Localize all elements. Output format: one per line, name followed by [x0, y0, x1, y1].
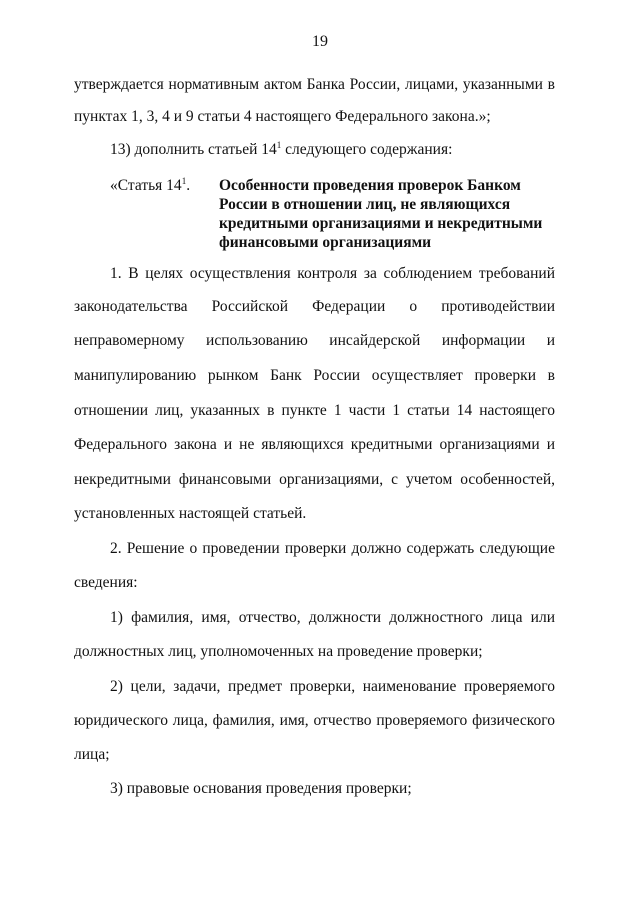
text-fragment: 13) дополнить статьей 14	[110, 141, 277, 158]
paragraph-line: 2. Решение о проведении проверки должно содержать следующие	[110, 540, 555, 557]
paragraph-line: отношении лиц, указанных в пункте 1 части 1 статьи 14 настоящего	[74, 402, 555, 419]
paragraph-line: установленных настоящей статьей.	[74, 505, 307, 522]
superscript: 1	[276, 139, 282, 150]
text-fragment: «Статья 14	[110, 177, 182, 194]
article-title	[219, 176, 549, 252]
text-line: утверждается нормативным актом Банка России, лицами, указанными в	[74, 76, 555, 93]
paragraph-line: манипулированию рынком Банк России осуществляет проверки в	[74, 367, 555, 384]
paragraph-line: сведения:	[74, 574, 138, 591]
paragraph-line: 1. В целях осуществления контроля за соблюдением требований	[110, 265, 555, 282]
list-item-line: юридического лица, фамилия, имя, отчество проверяемого физического	[74, 712, 555, 729]
list-item-line: 3) правовые основания проведения проверки;	[110, 780, 412, 797]
paragraph-line: некредитными финансовыми организациями, с учетом особенностей,	[74, 471, 555, 488]
article-title-line: кредитными организациями и некредитными	[219, 215, 543, 232]
superscript: 1	[181, 175, 187, 186]
paragraph-line: неправомерному использованию инсайдерской информации и	[74, 332, 555, 349]
list-item-line: лица;	[74, 746, 110, 763]
text-fragment: следующего содержания:	[281, 141, 453, 158]
text-line	[110, 140, 452, 160]
article-title-line: Особенности проведения проверок Банком	[219, 177, 521, 194]
article-title-line: финансовыми организациями	[219, 234, 432, 251]
list-item-line: 1) фамилия, имя, отчество, должности должностного лица или	[110, 609, 555, 626]
article-label	[110, 176, 190, 196]
paragraph-line: законодательства Российской Федерации о противодействии	[74, 298, 555, 315]
list-item-line: 2) цели, задачи, предмет проверки, наименование проверяемого	[110, 678, 555, 695]
page-number: 19	[312, 33, 328, 50]
list-item-line: должностных лиц, уполномоченных на проведение проверки;	[74, 643, 483, 660]
article-title-line: России в отношении лиц, не являющихся	[219, 196, 511, 213]
text-line: пунктах 1, 3, 4 и 9 статьи 4 настоящего Федерального закона.»;	[74, 108, 491, 125]
text-fragment: .	[186, 177, 191, 194]
paragraph-line: Федерального закона и не являющихся кредитными организациями и	[74, 436, 555, 453]
